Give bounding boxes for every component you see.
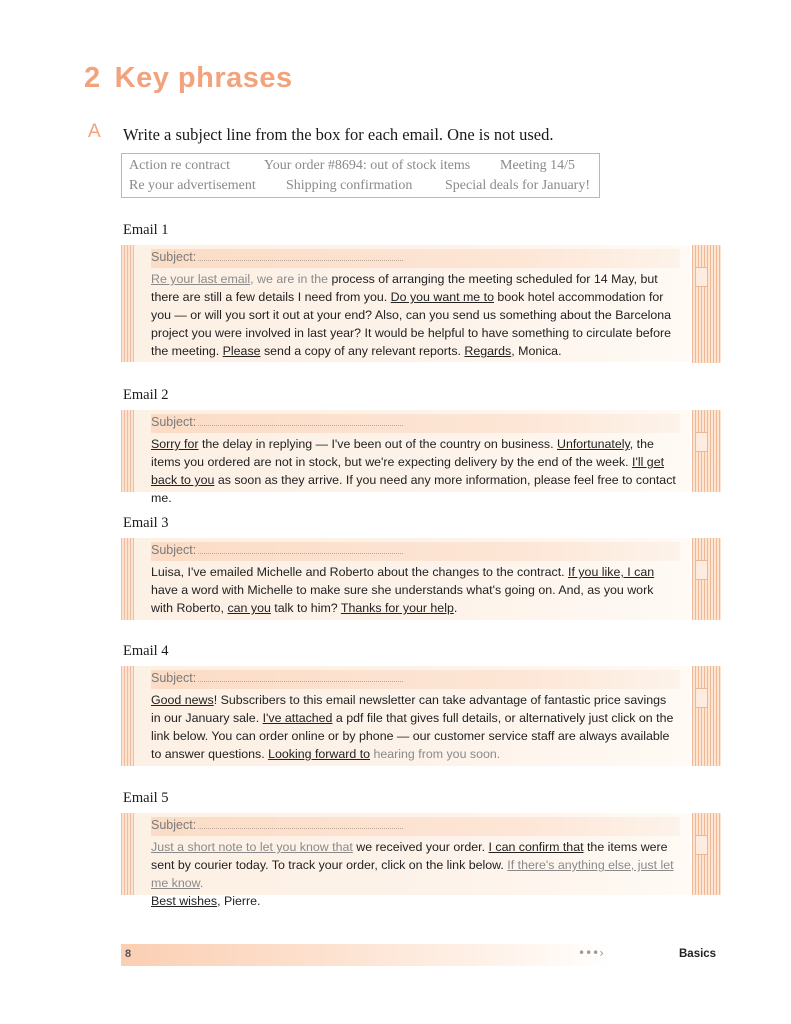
body-text: as soon as they arrive. If you need any more information, please feel free to contact me.: [151, 473, 676, 505]
email-body: [151, 691, 676, 763]
page-number: 8: [125, 948, 132, 960]
email-label: Email 2: [123, 387, 169, 403]
body-text: ! Subscribers to this email newsletter can take advantage of fantastic price savings in our January sale.: [151, 693, 667, 725]
subject-blank[interactable]: [198, 414, 403, 426]
card-accent-bar: [121, 666, 134, 766]
body-text: hearing from you soon.: [370, 747, 501, 761]
key-phrase: Thanks for your help: [340, 601, 454, 615]
body-text: , the items you ordered are not in stock, but we're expecting delivery by the end of the week.: [151, 437, 654, 469]
side-tab-block: [692, 410, 721, 492]
footer-bar: [121, 944, 613, 966]
dotted-arrow-icon[interactable]: •••›: [578, 946, 605, 960]
card-accent-bar: [121, 538, 134, 620]
side-tab-block: [692, 538, 721, 620]
card-accent-bar: [121, 813, 134, 895]
subject-line: [151, 817, 680, 836]
key-phrase: Please: [222, 344, 261, 358]
email-card: [121, 410, 690, 505]
key-phrase: Best wishes: [151, 894, 218, 908]
key-phrase: Good news: [151, 693, 214, 707]
side-tab-block: [692, 813, 721, 895]
body-text: a pdf file that gives full details, or alternatively just click on the link below. You can order online or by phone — our customer service staff are always available to answer questions.: [151, 711, 674, 761]
body-text: .: [453, 601, 458, 615]
key-phrase: I've attached: [262, 711, 333, 725]
unit-title-text: Key phrases: [114, 62, 293, 94]
subject-line: [151, 542, 680, 561]
body-text: , we are in the: [250, 272, 332, 286]
subject-blank[interactable]: [198, 542, 403, 554]
unit-title: [84, 62, 293, 95]
card-accent-bar: [121, 245, 134, 362]
email-card: [121, 813, 690, 908]
side-tab-block: [692, 666, 721, 766]
body-text: process of arranging the meeting scheduled for 14 May, but there are still a few details I need from you.: [151, 272, 658, 304]
subject-option: Action re contract: [129, 158, 231, 173]
email-label: Email 5: [123, 790, 169, 806]
email-card: [121, 245, 690, 362]
email-body: [151, 270, 676, 360]
body-text: have a word with Michelle to make sure she understands what's going on. And, as you work with Roberto,: [151, 583, 654, 615]
subject-line: [151, 249, 680, 268]
body-text: the delay in replying — I've been out of the country on business.: [198, 437, 557, 451]
email-body: [151, 435, 676, 507]
subject-label: Subject:: [151, 250, 197, 264]
body-text: , Monica.: [511, 344, 562, 358]
subject-option: Meeting 14/5: [500, 158, 576, 173]
section-letter: A: [88, 121, 101, 142]
subject-option: Re your advertisement: [129, 178, 256, 193]
key-phrase: I can confirm that: [488, 840, 584, 854]
body-text: book hotel accommodation for you — or will you sort it out at your end? Also, can you send us something about the Barcelona project you were involved in last year? It would be helpful to have something to circulate before the meeting.: [151, 290, 672, 358]
subject-blank[interactable]: [198, 670, 403, 682]
key-phrase: If you like, I can: [568, 565, 655, 579]
email-card: [121, 666, 690, 766]
body-text: we received your order.: [352, 840, 489, 854]
unit-number: 2: [84, 62, 101, 94]
key-phrase: Re your last email: [151, 272, 251, 286]
email-label: Email 3: [123, 515, 169, 531]
subject-options-box: [121, 153, 600, 198]
body-text: talk to him?: [270, 601, 341, 615]
subject-label: Subject:: [151, 818, 197, 832]
body-text: Luisa, I've emailed Michelle and Roberto about the changes to the contract.: [151, 565, 569, 579]
exercise-instruction: Write a subject line from the box for each email. One is not used.: [123, 125, 554, 144]
body-text: , Pierre.: [217, 894, 261, 908]
subject-option: Shipping confirmation: [286, 178, 413, 193]
subject-label: Subject:: [151, 671, 197, 685]
subject-blank[interactable]: [198, 249, 403, 261]
body-text: .: [199, 876, 204, 890]
subject-label: Subject:: [151, 543, 197, 557]
email-label: Email 1: [123, 222, 169, 238]
subject-option: Your order #8694: out of stock items: [264, 158, 471, 173]
subject-label: Subject:: [151, 415, 197, 429]
email-body: [151, 563, 676, 617]
subject-option: Special deals for January!: [445, 178, 590, 193]
email-label: Email 4: [123, 643, 169, 659]
side-tab-mark: [695, 560, 708, 580]
side-tab-mark: [695, 267, 708, 287]
key-phrase: Sorry for: [151, 437, 199, 451]
body-text: the items were sent by courier today. To track your order, click on the link below.: [151, 840, 668, 872]
subject-blank[interactable]: [198, 817, 403, 829]
subject-line: [151, 670, 680, 689]
side-tab-mark: [695, 688, 708, 708]
key-phrase: If there's anything else, just let me know: [151, 858, 674, 890]
key-phrase: can you: [227, 601, 271, 615]
footer-section-label: Basics: [679, 948, 717, 960]
body-text: send a copy of any relevant reports.: [260, 344, 465, 358]
side-tab-mark: [695, 835, 708, 855]
key-phrase: I'll get back to you: [151, 455, 665, 487]
side-tab-block: [692, 245, 721, 363]
key-phrase: Do you want me to: [390, 290, 494, 304]
email-card: [121, 538, 690, 620]
email-body: [151, 838, 676, 910]
card-accent-bar: [121, 410, 134, 492]
side-tab-mark: [695, 432, 708, 452]
key-phrase: Regards: [464, 344, 512, 358]
key-phrase: Unfortunately: [557, 437, 630, 451]
key-phrase: Looking forward to: [268, 747, 371, 761]
subject-line: [151, 414, 680, 433]
key-phrase: Just a short note to let you know that: [151, 840, 353, 854]
